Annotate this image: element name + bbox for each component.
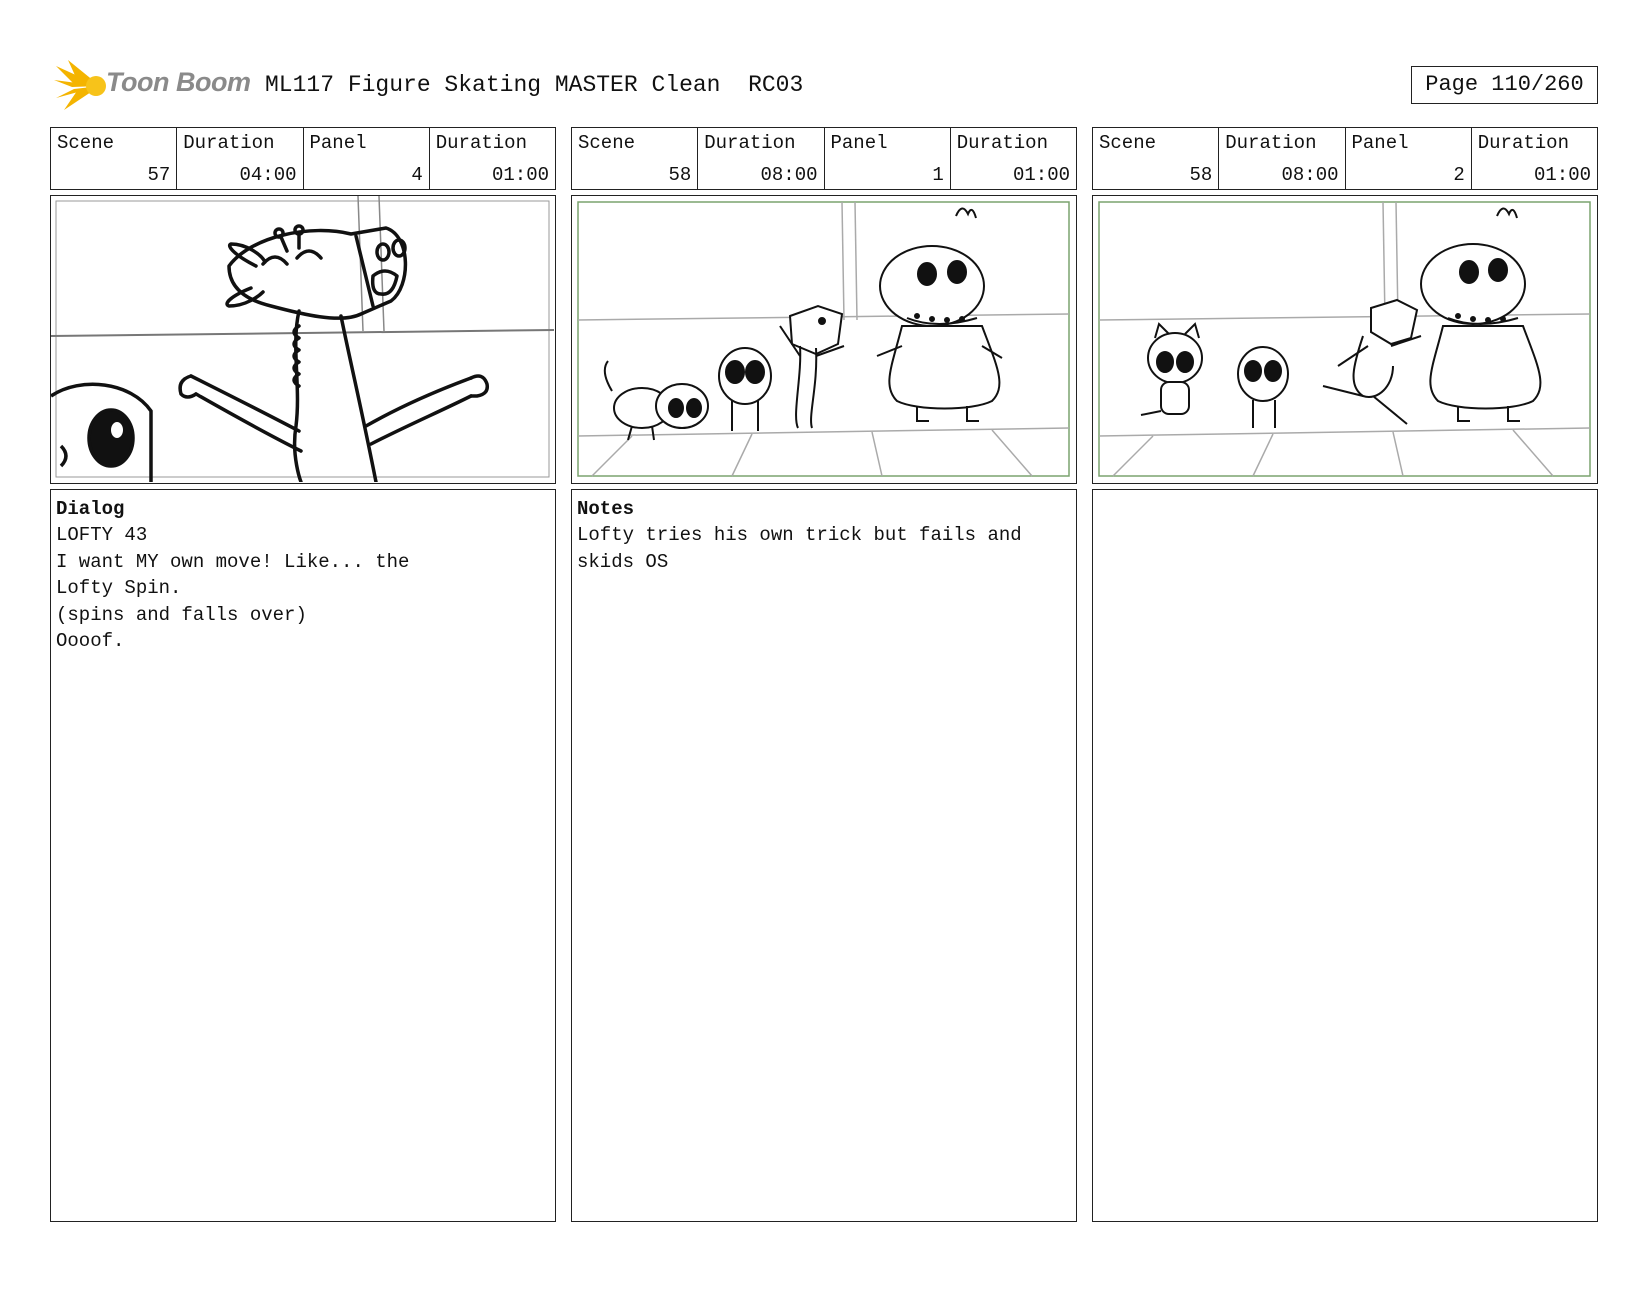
page-number: Page 110/260 — [1411, 66, 1598, 104]
sunburst-icon — [52, 58, 108, 114]
panel-info-bar — [50, 127, 556, 190]
scene-value: 58 — [1189, 164, 1213, 186]
panel-duration-cell — [430, 128, 555, 189]
panel-image-frame — [1092, 195, 1598, 484]
dialog-box — [50, 489, 556, 1222]
scene-cell — [51, 128, 177, 189]
panel-image-frame — [50, 195, 556, 484]
panel-duration-value: 01:00 — [491, 164, 549, 186]
duration-label: Duration — [1225, 132, 1317, 154]
panel-cell — [304, 128, 430, 189]
panel-duration-cell — [951, 128, 1076, 189]
panel-info-bar — [571, 127, 1077, 190]
notes-heading: Notes — [577, 498, 635, 520]
duration-label: Duration — [704, 132, 796, 154]
panel-info-bar — [1092, 127, 1598, 190]
panel-cell — [825, 128, 951, 189]
panel-label: Panel — [1351, 132, 1409, 154]
panel-duration-value: 01:00 — [1012, 164, 1070, 186]
notes-line: skids OS — [577, 550, 669, 573]
notes-box — [571, 489, 1077, 1222]
panel-sketch-group-shot — [572, 196, 1075, 482]
panel-cell — [1346, 128, 1472, 189]
panel-value: 2 — [1453, 164, 1465, 186]
document-title: ML117 Figure Skating MASTER Clean RC03 — [265, 72, 804, 98]
scene-duration-cell — [698, 128, 824, 189]
panel-image-frame — [571, 195, 1077, 484]
scene-label: Scene — [57, 132, 115, 154]
scene-duration-cell — [177, 128, 303, 189]
dialog-line: Oooof. — [56, 630, 125, 652]
toon-boom-logo — [52, 58, 252, 114]
panel-duration-cell — [1472, 128, 1597, 189]
dialog-heading: Dialog — [56, 498, 125, 520]
dialog-line: I want MY own move! Like... the — [56, 550, 410, 573]
duration-label: Duration — [956, 132, 1048, 154]
scene-value: 57 — [147, 164, 171, 186]
panel-label: Panel — [309, 132, 367, 154]
notes-line: Lofty tries his own trick but fails and — [577, 524, 1022, 546]
duration-label: Duration — [435, 132, 527, 154]
scene-cell — [572, 128, 698, 189]
scene-duration-value: 08:00 — [1281, 164, 1339, 186]
panel-duration-value: 01:00 — [1533, 164, 1591, 186]
panel-sketch-lofty-closeup — [51, 196, 554, 482]
duration-label: Duration — [1477, 132, 1569, 154]
duration-label: Duration — [183, 132, 275, 154]
scene-label: Scene — [578, 132, 636, 154]
dialog-line: Lofty Spin. — [56, 577, 182, 599]
scene-label: Scene — [1099, 132, 1157, 154]
panel-value: 4 — [411, 164, 423, 186]
scene-value: 58 — [668, 164, 692, 186]
logo-text: Toon Boom — [106, 67, 251, 97]
empty-notes-box — [1092, 489, 1598, 1222]
scene-duration-cell — [1219, 128, 1345, 189]
panel-sketch-lofty-spin — [1093, 196, 1596, 482]
dialog-line: (spins and falls over) — [56, 603, 307, 626]
panel-label: Panel — [830, 132, 888, 154]
scene-duration-value: 04:00 — [239, 164, 297, 186]
scene-cell — [1093, 128, 1219, 189]
page-header — [52, 58, 1600, 114]
dialog-line: LOFTY 43 — [56, 524, 148, 546]
panel-value: 1 — [932, 164, 944, 186]
scene-duration-value: 08:00 — [760, 164, 818, 186]
